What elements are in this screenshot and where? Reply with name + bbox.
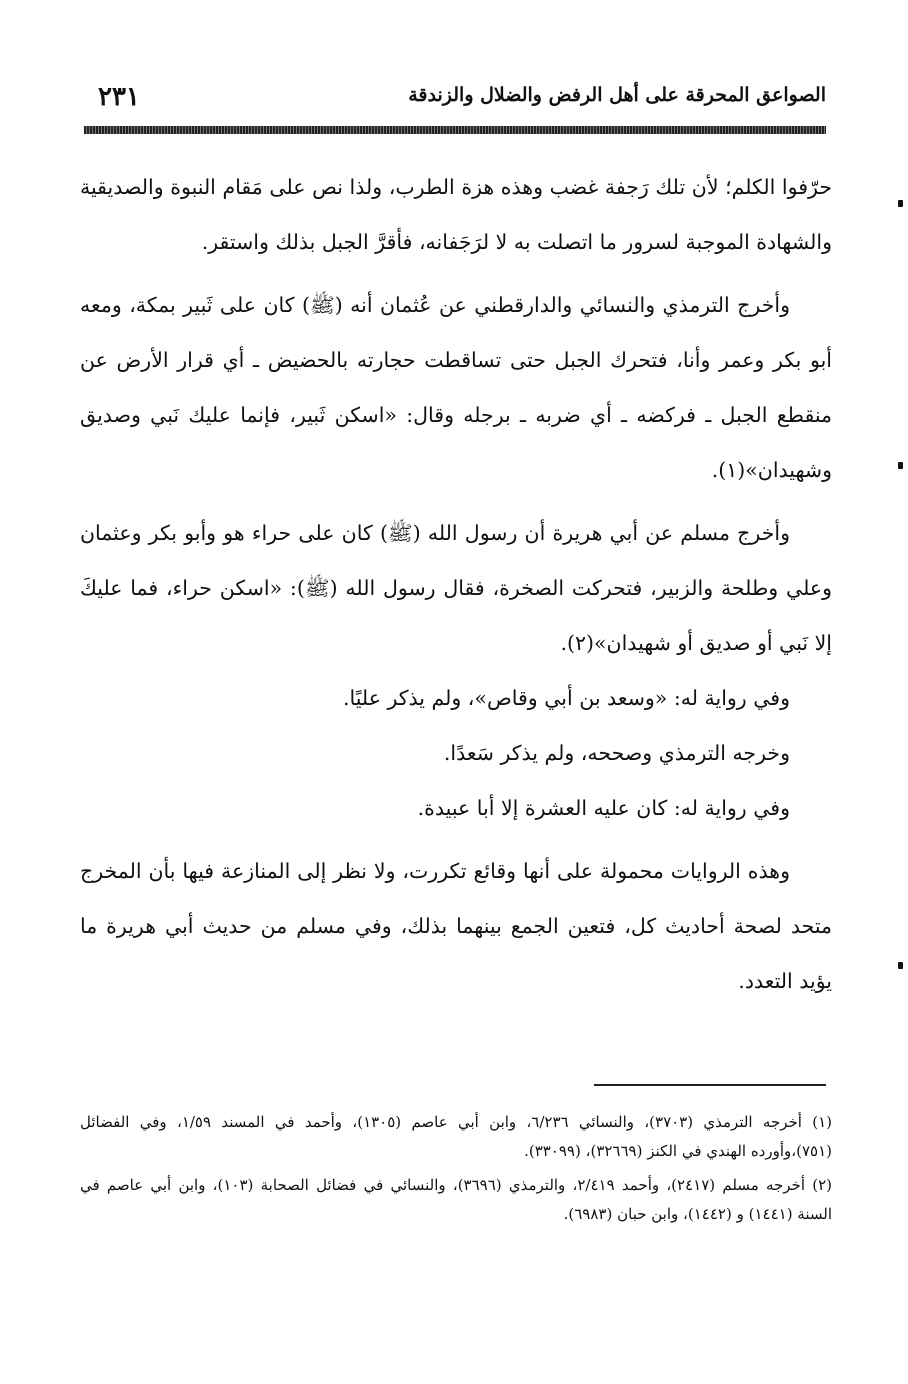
footnote: (١) أخرجه الترمذي (٣٧٠٣)، والنسائي ٦/٢٣٦، وابن أبي عاصم (١٣٠٥)، وأحمد في المسند ١/٥٩، وفي الفضائل (٧٥١)،وأورده الهندي في الكنز (٣٢٦٦٩)، (٣٣٠٩٩). — [80, 1113, 833, 1160]
paragraph: وخرجه الترمذي وصححه، ولم يذكر سَعدًا. — [443, 741, 790, 765]
footnotes — [80, 1108, 832, 1234]
margin-mark — [898, 962, 903, 969]
paragraph: وفي رواية له: كان عليه العشرة إلا أبا عبيدة. — [417, 796, 790, 820]
paragraph: وفي رواية له: «وسعد بن أبي وقاص»، ولم يذكر عليًا. — [342, 686, 790, 710]
margin-mark — [898, 200, 903, 207]
margin-mark — [898, 462, 903, 469]
paragraph: حرّفوا الكلم؛ لأن تلك رَجفة غضب وهذه هزة الطرب، ولذا نص على مَقام النبوة والصديقية والشهادة الموجبة لسرور ما اتصلت به لا لرَجَفانه، فأقرَّ الجبل بذلك واستقر. — [80, 175, 832, 254]
paragraph: وأخرج الترمذي والنسائي والدارقطني عن عُثمان أنه (ﷺ) كان على ثَبير بمكة، ومعه أبو بكر وعمر وأنا، فتحرك الجبل حتى تساقطت حجارته بالحضيض ـ أي قرار الأرض عن منقطع الجبل ـ فركضه ـ أي ضربه ـ برجله وقال: «اسكن ثَبير، فإنما عليك نَبي وصديق وشهيدان»(١). — [80, 293, 832, 482]
paragraph: وهذه الروايات محمولة على أنها وقائع تكررت، ولا نظر إلى المنازعة فيها بأن المخرج متحد لصحة أحاديث كل، فتعين الجمع بينهما بذلك، وفي مسلم من حديث أبي هريرة ما يؤيد التعدد. — [80, 859, 832, 993]
main-text — [80, 160, 832, 1009]
footnote-separator — [594, 1084, 826, 1086]
running-title: الصواعق المحرقة على أهل الرفض والضلال والزندقة — [408, 84, 826, 106]
header-rule — [84, 126, 826, 134]
page-header — [84, 78, 826, 118]
footnote: (٢) أخرجه مسلم (٢٤١٧)، وأحمد ٢/٤١٩، والترمذي (٣٦٩٦)، والنسائي في فضائل الصحابة (١٠٣)، وابن أبي عاصم في السنة (١٤٤١) و (١٤٤٢)، وابن حبان (٦٩٨٣). — [80, 1176, 832, 1223]
paragraph: وأخرج مسلم عن أبي هريرة أن رسول الله (ﷺ) كان على حراء هو وأبو بكر وعثمان وعلي وطلحة والزبير، فتحركت الصخرة، فقال رسول الله (ﷺ): «اسكن حراء، فما عليكَ إلا نَبي أو صديق أو شهيدان»(٢). — [80, 521, 832, 655]
page-number: ٢٣١ — [98, 82, 140, 112]
